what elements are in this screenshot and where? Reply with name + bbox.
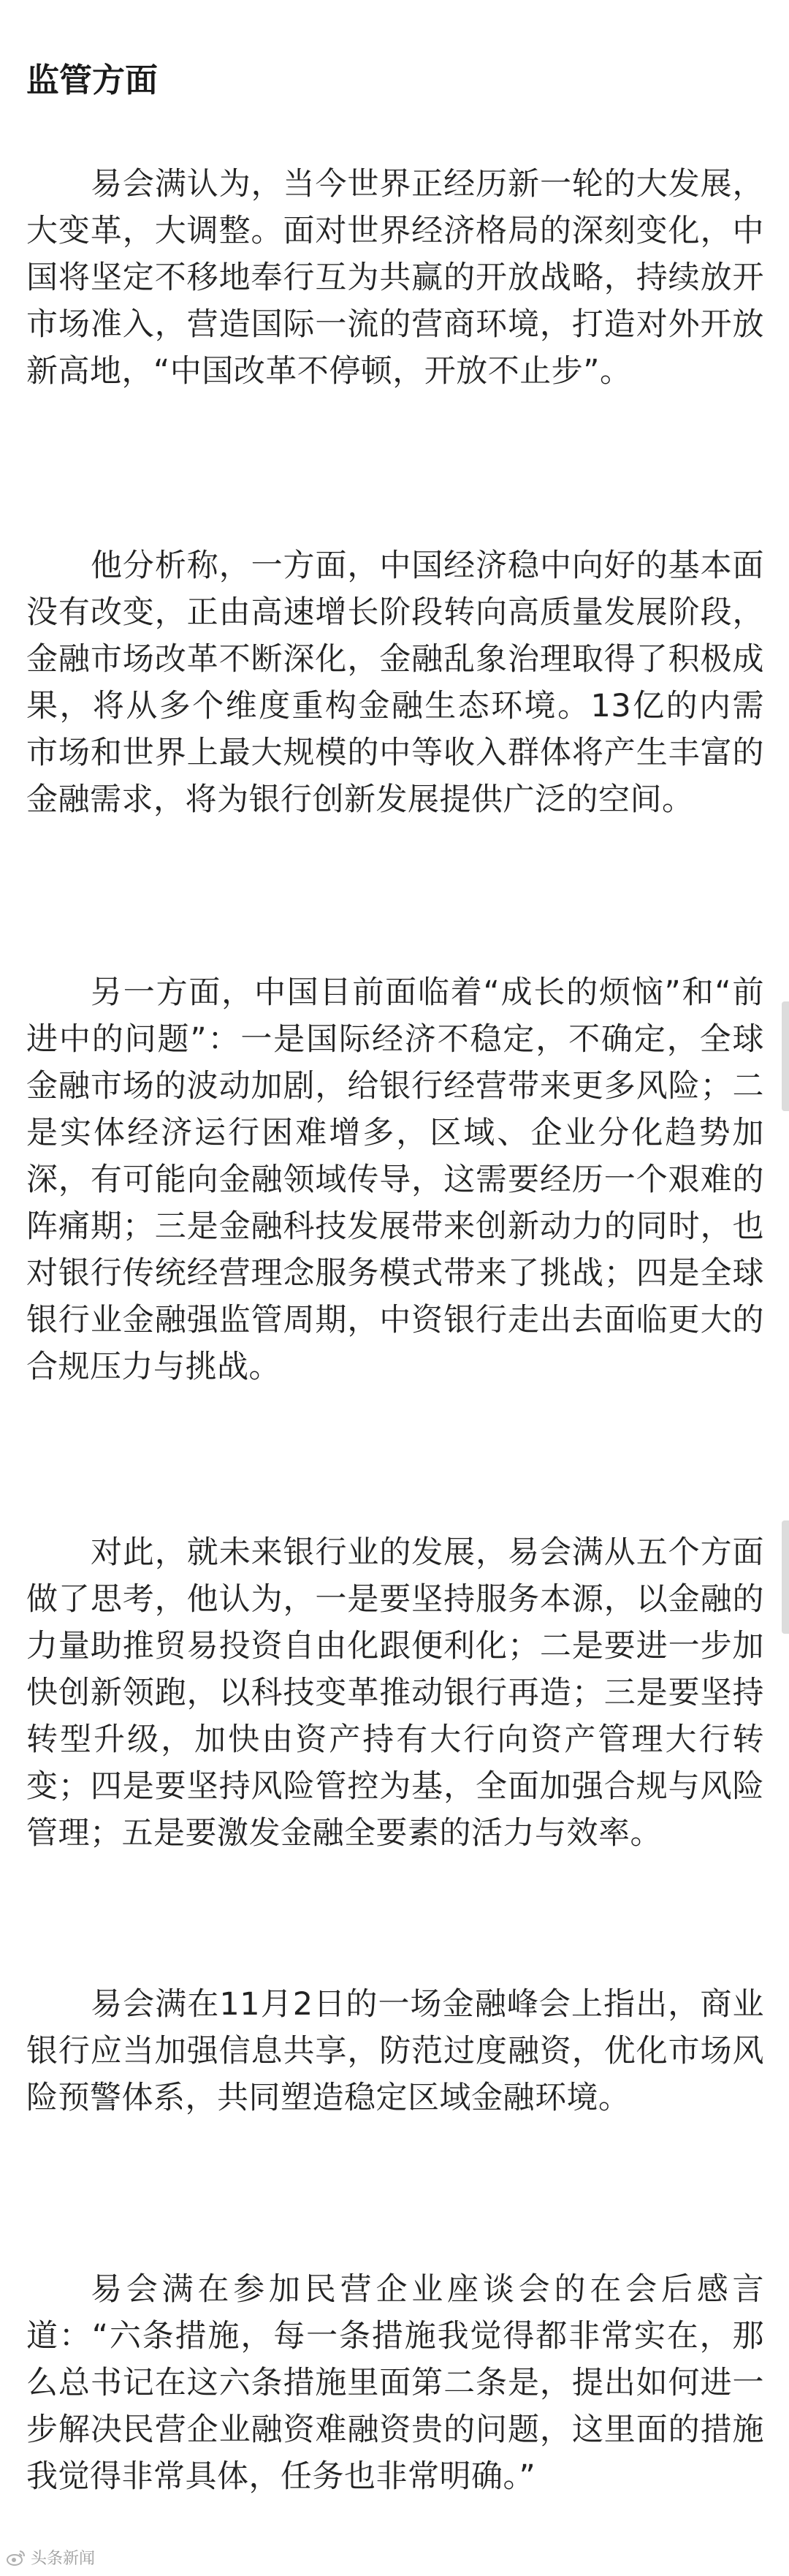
watermark: [6, 2546, 95, 2569]
paragraph-3: 另一方面，中国目前面临着“成长的烦恼”和“前进中的问题”：一是国际经济不稳定，不确定，全球金融市场的波动加剧，给银行经营带来更多风险；二是实体经济运行困难增多，区域、企业分化趋势加深，有可能向金融领域传导，这需要经历一个艰难的阵痛期；三是金融科技发展带来创新动力的同时，也对银行传统经营理念服务模式带来了挑战；四是全球银行业金融强监管周期，中资银行走出去面临更大的合规压力与挑战。: [26, 974, 764, 1385]
paragraph-2: 他分析称，一方面，中国经济稳中向好的基本面没有改变，正由高速增长阶段转向高质量发展阶段，金融市场改革不断深化，金融乱象治理取得了积极成果，将从多个维度重构金融生态环境。13亿的内需市场和世界上最大规模的中等收入群体将产生丰富的金融需求，将为银行创新发展提供广泛的空间。: [26, 548, 764, 818]
watermark-text: 头条新闻: [31, 2550, 96, 2568]
section-heading: 监管方面: [26, 61, 159, 99]
paragraph-5: 易会满在11月2日的一场金融峰会上指出，商业银行应当加强信息共享，防范过度融资，优化市场风险预警体系，共同塑造稳定区域金融环境。: [26, 1986, 764, 2116]
weibo-logo-icon: [6, 2547, 26, 2568]
scroll-indicator-2: [782, 1520, 789, 1634]
scroll-indicator-1: [782, 1001, 789, 1111]
paragraph-1: 易会满认为，当今世界正经历新一轮的大发展，大变革，大调整。面对世界经济格局的深刻变化，中国将坚定不移地奉行互为共赢的开放战略，持续放开市场准入，营造国际一流的营商环境，打造对外开放新高地，“中国改革不停顿，开放不止步”。: [26, 166, 764, 390]
paragraph-6: 易会满在参加民营企业座谈会的在会后感言道：“六条措施，每一条措施我觉得都非常实在，那么总书记在这六条措施里面第二条是，提出如何进一步解决民营企业融资难融资贵的问题，这里面的措施我觉得非常具体，任务也非常明确。”: [26, 2271, 764, 2495]
paragraph-4: 对此，就未来银行业的发展，易会满从五个方面做了思考，他认为，一是要坚持服务本源，以金融的力量助推贸易投资自由化跟便利化；二是要进一步加快创新领跑，以科技变革推动银行再造；三是要坚持转型升级，加快由资产持有大行向资产管理大行转变；四是要坚持风险管控为基，全面加强合规与风险管理；五是要激发金融全要素的活力与效率。: [26, 1534, 764, 1852]
